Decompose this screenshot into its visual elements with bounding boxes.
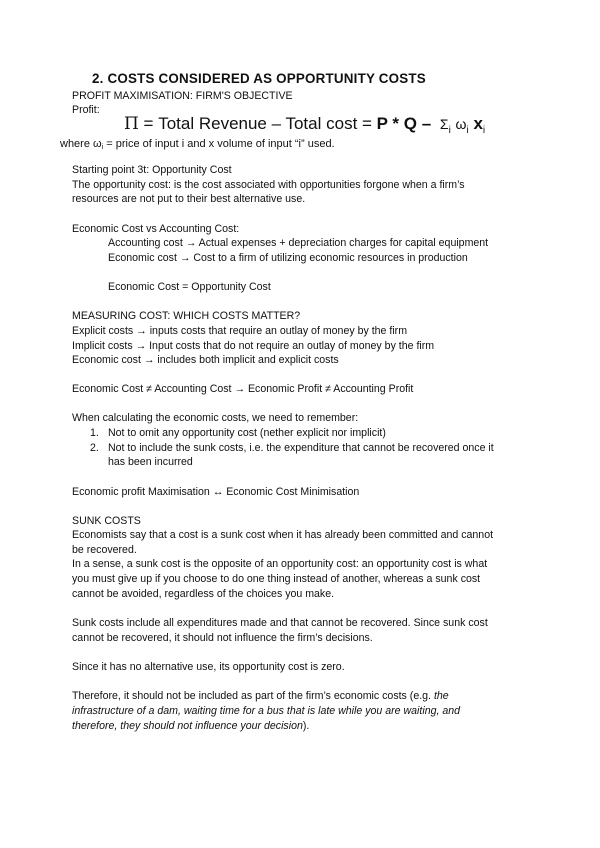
sunk-costs-heading: SUNK COSTS: [72, 515, 141, 527]
econ-equals-opp: Economic Cost = Opportunity Cost: [108, 281, 271, 293]
sunk-p5-italic-start: the: [433, 690, 449, 702]
sunk-p5-line-2: infrastructure of a dam, waiting time for a bus that is late while you are waiting, and: [72, 705, 461, 717]
sunk-p2-line-1: In a sense, a sunk cost is the opposite of an opportunity cost: an opportunity cost is what: [72, 558, 488, 570]
list-item-1: Not to omit any opportunity cost (nether explicit nor implicit): [108, 427, 386, 439]
formula-sub-2: i: [466, 125, 469, 136]
sunk-p2-line-2: you must give up if you choose to do one thing instead of another, whereas a sunk cost: [72, 573, 481, 585]
legend-sub: i: [101, 144, 104, 151]
sunk-p1-line-2: be recovered.: [72, 544, 137, 556]
formula-pi: Π: [124, 114, 139, 134]
sunk-p5-plain: Therefore, it should not be included as part of the firm’s economic costs (e.g.: [72, 690, 434, 702]
sunk-p5-line-1: [72, 689, 449, 703]
profit-max-equivalence: Economic profit Maximisation ↔ Economic Cost Minimisation: [72, 486, 360, 498]
profit-formula: [124, 114, 485, 136]
sunk-p2-line-3: cannot be avoided, regardless of the choices you make.: [72, 588, 335, 600]
section-heading: 2. COSTS CONSIDERED AS OPPORTUNITY COSTS: [92, 71, 426, 86]
profit-label: Profit:: [72, 104, 100, 116]
sunk-p3-line-1: Sunk costs include all expenditures made and that cannot be recovered. Since sunk cost: [72, 617, 488, 629]
sunk-p1-line-1: Economists say that a cost is a sunk cost when it has already been committed and cannot: [72, 529, 494, 541]
econ-vs-acc-heading: Economic Cost vs Accounting Cost:: [72, 223, 240, 235]
list-item-2-line-1: Not to include the sunk costs, i.e. the expenditure that cannot be recovered once it: [108, 442, 494, 454]
sunk-p3-line-2: cannot be recovered, it should not influence the firm’s decisions.: [72, 632, 373, 644]
profit-max-heading: PROFIT MAXIMISATION: FIRM'S OBJECTIVE: [72, 90, 293, 102]
cost-inequality: Economic Cost ≠ Accounting Cost → Economic Profit ≠ Accounting Profit: [72, 383, 414, 395]
opportunity-def-line-2: resources are not put to their best alternative use.: [72, 193, 306, 205]
economic-cost-def: Economic cost → Cost to a firm of utilizing economic resources in production: [108, 252, 468, 264]
implicit-costs: Implicit costs → Input costs that do not require an outlay of money by the firm: [72, 340, 435, 352]
sunk-p5-italic-end: therefore, they should not influence your decision: [72, 720, 303, 732]
sunk-p5-line-3: [72, 719, 309, 733]
opportunity-def-line-1: The opportunity cost: is the cost associated with opportunities forgone when a firm’s: [72, 179, 465, 191]
legend-omega: ω: [93, 138, 102, 150]
list-number-1: 1.: [90, 427, 99, 439]
formula-sub-1: i: [448, 125, 451, 136]
measuring-heading: MEASURING COST: WHICH COSTS MATTER?: [72, 310, 301, 322]
formula-sub-3: i: [482, 125, 486, 136]
explicit-costs: Explicit costs → inputs costs that require an outlay of money by the firm: [72, 325, 408, 337]
accounting-cost-def: Accounting cost → Actual expenses + depreciation charges for capital equipment: [108, 237, 489, 249]
starting-point: Starting point 3t: Opportunity Cost: [72, 164, 232, 176]
sunk-p5-close: ).: [302, 720, 310, 732]
formula-x: x: [473, 114, 483, 133]
formula-pq: P * Q –: [376, 114, 432, 133]
economic-cost-both: Economic cost → includes both implicit and explicit costs: [72, 354, 339, 366]
remember-intro: When calculating the economic costs, we need to remember:: [72, 412, 359, 424]
list-item-2-line-2: has been incurred: [108, 456, 193, 468]
sunk-p4: Since it has no alternative use, its opportunity cost is zero.: [72, 661, 345, 673]
formula-sigma: Σ: [439, 116, 449, 132]
list-number-2: 2.: [90, 442, 99, 454]
formula-legend: [60, 138, 335, 151]
legend-prefix: where: [60, 138, 94, 150]
formula-text: = Total Revenue – Total cost =: [138, 114, 377, 133]
legend-text: = price of input i and x volume of input “i” used.: [103, 138, 335, 150]
formula-omega: ω: [455, 116, 467, 132]
